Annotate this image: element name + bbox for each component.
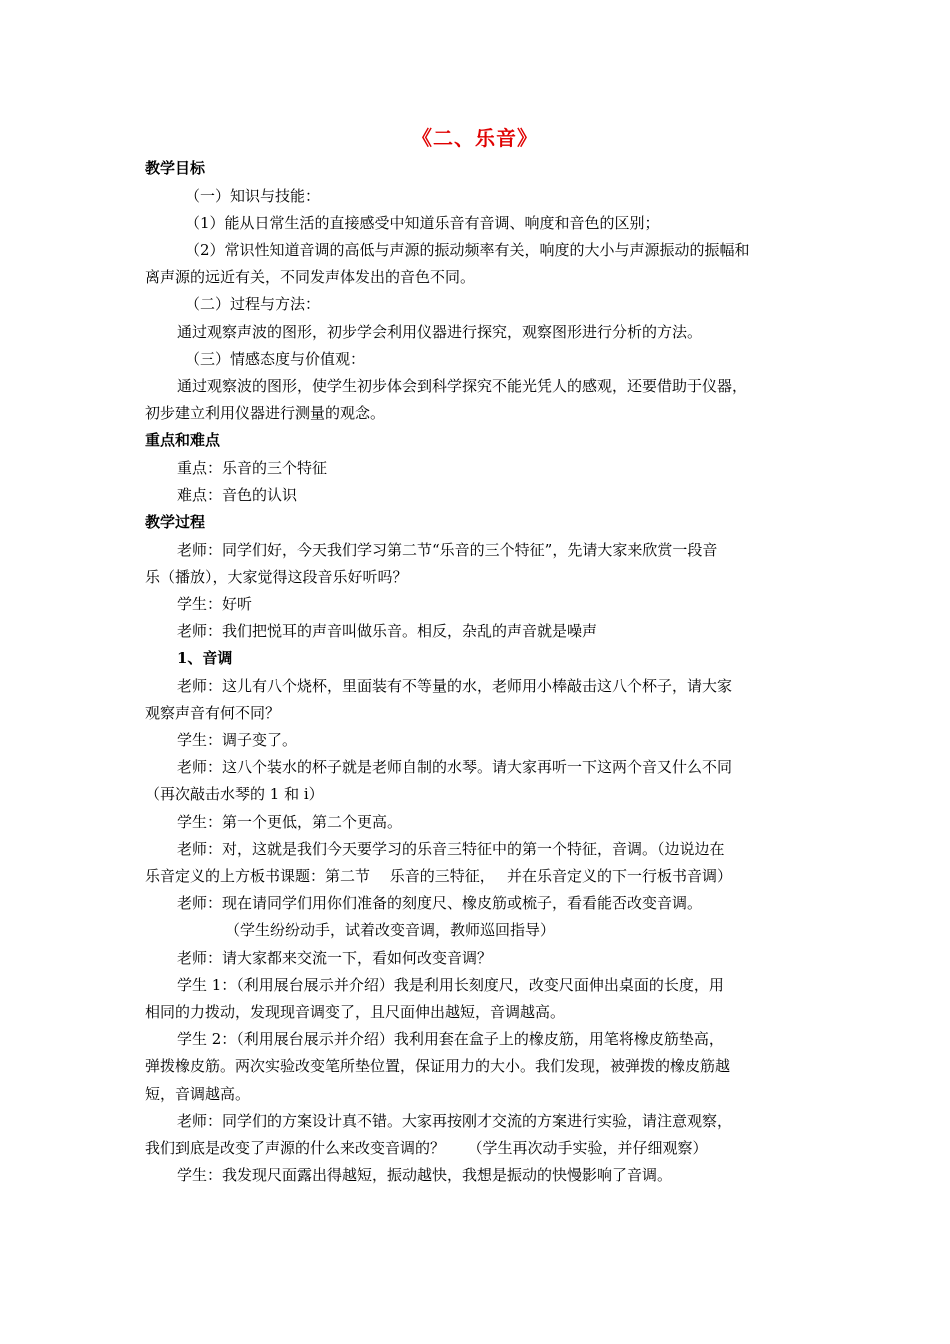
- paragraph-line: 老师：请大家都来交流一下，看如何改变音调？: [177, 949, 493, 967]
- paragraph-line: 弹拨橡皮筋。两次实验改变笔所垫位置，保证用力的大小。我们发现，被弹拨的橡皮筋越: [145, 1057, 731, 1075]
- paragraph-line: （二）过程与方法：: [185, 295, 321, 313]
- paragraph-line: 老师：这八个装水的杯子就是老师自制的水琴。请大家再听一下这两个音又什么不同: [177, 758, 733, 776]
- paragraph-line: 离声源的远近有关，不同发声体发出的音色不同。: [145, 268, 476, 286]
- section-heading-process: 教学过程: [145, 513, 206, 531]
- paragraph-line: 短，音调越高。: [145, 1085, 251, 1103]
- paragraph-line: （学生纷纷动手，试着改变音调，教师巡回指导）: [225, 921, 556, 939]
- paragraph-line: 初步建立利用仪器进行测量的观念。: [145, 404, 386, 422]
- paragraph-line: （1）能从日常生活的直接感受中知道乐音有音调、响度和音色的区别；: [185, 214, 660, 232]
- paragraph-line: 学生：好听: [177, 595, 253, 613]
- paragraph-line: 观察声音有何不同？: [145, 704, 281, 722]
- paragraph-line: 老师：同学们好，今天我们学习第二节“乐音的三个特征”，先请大家来欣赏一段音: [177, 541, 718, 559]
- section-heading-objectives: 教学目标: [145, 159, 206, 177]
- paragraph-line: 学生：第一个更低，第二个更高。: [177, 813, 403, 831]
- paragraph-line: 通过观察波的图形，使学生初步体会到科学探究不能光凭人的感观，还要借助于仪器，: [177, 377, 748, 395]
- paragraph-line: （2）常识性知道音调的高低与声源的振动频率有关，响度的大小与声源振动的振幅和: [185, 241, 750, 259]
- paragraph-line: 学生：调子变了。: [177, 731, 298, 749]
- paragraph-line: 乐音定义的上方板书课题：第二节 乐音的三特征， 并在乐音定义的下一行板书音调）: [145, 867, 733, 885]
- paragraph-line: 老师：现在请同学们用你们准备的刻度尺、橡皮筋或梳子，看看能否改变音调。: [177, 894, 703, 912]
- paragraph-line: 难点：音色的认识: [177, 486, 298, 504]
- paragraph-line: 乐（播放），大家觉得这段音乐好听吗？: [145, 568, 408, 586]
- paragraph-line: （再次敲击水琴的 1 和 i）: [145, 785, 324, 803]
- paragraph-line: （三）情感态度与价值观：: [185, 350, 366, 368]
- paragraph-line: 重点：乐音的三个特征: [177, 459, 328, 477]
- paragraph-line: 学生：我发现尺面露出得越短，振动越快，我想是振动的快慢影响了音调。: [177, 1166, 673, 1184]
- paragraph-line: 相同的力拨动，发现现音调变了，且尺面伸出越短，音调越高。: [145, 1003, 566, 1021]
- paragraph-line: （一）知识与技能：: [185, 187, 321, 205]
- document-title: 《二、乐音》: [412, 126, 538, 150]
- paragraph-line: 学生 1：（利用展台展示并介绍）我是利用长刻度尺，改变尺面伸出桌面的长度，用: [177, 976, 724, 994]
- paragraph-line: 通过观察声波的图形，初步学会利用仪器进行探究，观察图形进行分析的方法。: [177, 323, 703, 341]
- paragraph-line: 学生 2：（利用展台展示并介绍）我利用套在盒子上的橡皮筋，用笔将橡皮筋垫高，: [177, 1030, 724, 1048]
- paragraph-line: 老师：对，这就是我们今天要学习的乐音三特征中的第一个特征，音调。（边说边在: [177, 840, 725, 858]
- paragraph-line: 我们到底是改变了声源的什么来改变音调的？ （学生再次动手实验，并仔细观察）: [145, 1139, 708, 1157]
- paragraph-line: 老师：同学们的方案设计真不错。大家再按刚才交流的方案进行实验，请注意观察，: [177, 1112, 733, 1130]
- paragraph-line: 老师：这儿有八个烧杯，里面装有不等量的水，老师用小棒敲击这八个杯子，请大家: [177, 677, 733, 695]
- paragraph-line: 老师：我们把悦耳的声音叫做乐音。相反，杂乱的声音就是噪声: [177, 622, 598, 640]
- subsection-heading-pitch: 1、音调: [177, 649, 233, 667]
- section-heading-key-points: 重点和难点: [145, 431, 221, 449]
